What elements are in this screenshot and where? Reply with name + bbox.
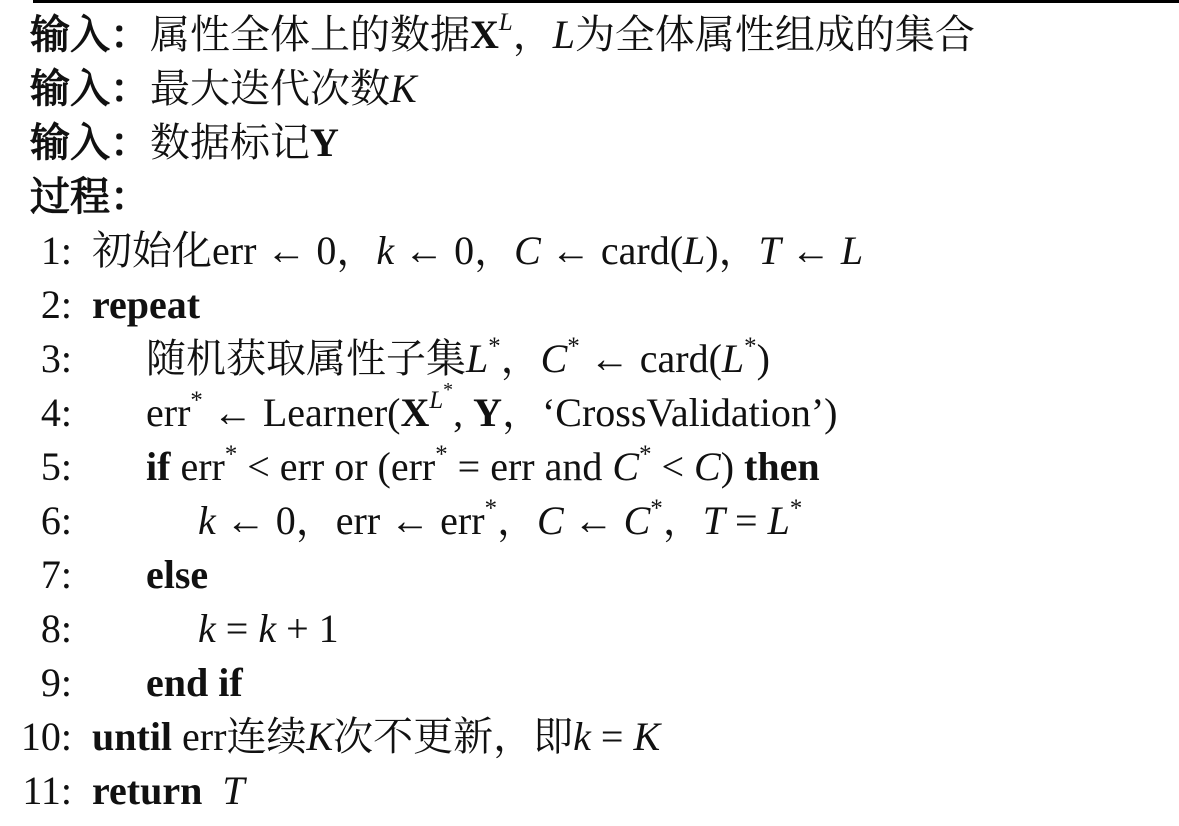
math-K: K — [633, 714, 661, 759]
top-rule — [33, 0, 1179, 3]
step-body — [146, 378, 838, 440]
math-T: T — [222, 768, 245, 813]
text: + 1 — [276, 606, 339, 651]
comma: ， — [512, 12, 553, 57]
step-body — [92, 764, 245, 818]
step-3 — [0, 332, 1179, 386]
math-k: k — [573, 714, 591, 759]
star: * — [190, 386, 203, 414]
line-number: 4: — [40, 390, 72, 435]
text: ← — [563, 498, 624, 543]
keyword-if: if — [146, 444, 171, 489]
text: 随机获取属性子集 — [146, 336, 466, 381]
line-number: 8: — [40, 606, 72, 651]
math-L: L — [683, 228, 706, 273]
text: err连续 — [172, 714, 307, 759]
step-body — [92, 710, 660, 764]
step-1 — [0, 224, 1179, 278]
line-number: 1: — [40, 228, 72, 273]
math-L: L — [840, 228, 864, 273]
keyword-then: then — [744, 444, 820, 489]
math-Y: Y — [310, 120, 339, 165]
step-5 — [0, 440, 1179, 494]
step-body — [92, 224, 863, 278]
math-T: T — [702, 498, 725, 543]
step-11 — [0, 764, 1179, 818]
input-line-iterations — [0, 62, 1179, 116]
text: 次不更新，即 — [333, 714, 574, 759]
text: ← card( — [540, 228, 684, 273]
text: ← card( — [579, 336, 722, 381]
process-heading — [0, 170, 1179, 224]
text: ) — [756, 336, 770, 381]
line-number: 6: — [40, 498, 72, 543]
input-line-data — [0, 8, 1179, 62]
math-C: C — [536, 498, 564, 543]
algorithm-block — [0, 8, 1179, 818]
text: ) — [720, 444, 745, 489]
star: * — [639, 440, 652, 468]
math-C: C — [514, 228, 541, 273]
text: )， — [705, 228, 759, 273]
text: err — [146, 390, 191, 435]
step-9 — [0, 656, 1179, 710]
text: ， — [662, 498, 703, 543]
star: * — [488, 332, 501, 360]
step-2 — [0, 278, 1179, 332]
math-X: X — [470, 12, 499, 57]
step-4 — [0, 378, 1179, 440]
math-L: L — [429, 386, 444, 414]
math-C: C — [623, 498, 651, 543]
math-k: k — [198, 498, 216, 543]
keyword-end-if: end if — [146, 660, 243, 705]
keyword-return: return — [92, 768, 203, 813]
input-label: 输入： — [30, 12, 150, 57]
star: * — [650, 494, 663, 522]
math-X: X — [400, 390, 430, 435]
math-K: K — [306, 714, 334, 759]
math-L: L — [767, 498, 790, 543]
line-number: 11: — [22, 768, 72, 813]
star: * — [435, 440, 448, 468]
math-C: C — [612, 444, 640, 489]
text: < err or (err — [237, 444, 436, 489]
star: * — [567, 332, 580, 360]
input-label: 输入： — [30, 120, 150, 165]
text: ← — [780, 228, 841, 273]
text: ，‘CrossValidation’) — [501, 390, 838, 435]
math-L: L — [552, 12, 575, 57]
text: ← 0， — [394, 228, 515, 273]
text: , — [453, 390, 474, 435]
text: ， — [496, 498, 537, 543]
math-sup-L: L — [498, 8, 513, 36]
step-body — [198, 494, 802, 548]
line-number: 7: — [40, 552, 72, 597]
math-k: k — [198, 606, 216, 651]
step-7 — [0, 548, 1179, 602]
text: = err and — [447, 444, 613, 489]
star: * — [744, 332, 757, 360]
keyword-repeat: repeat — [92, 282, 201, 327]
math-k: k — [258, 606, 277, 651]
star: * — [224, 440, 238, 468]
line-number: 5: — [40, 444, 72, 489]
line-number: 2: — [40, 282, 72, 327]
math-C: C — [694, 444, 721, 489]
star: * — [789, 494, 803, 522]
text: ← Learner( — [202, 390, 401, 435]
star: * — [443, 378, 454, 401]
text: = — [725, 498, 768, 543]
step-body — [146, 332, 770, 386]
text: ← 0，err ← err — [215, 498, 485, 543]
text: < — [651, 444, 695, 489]
math-K: K — [390, 66, 417, 111]
input-desc: 数据标记 — [150, 120, 310, 165]
line-number: 9: — [40, 660, 72, 705]
superscript — [429, 378, 454, 414]
step-body — [198, 602, 339, 656]
step-body — [146, 440, 820, 494]
step-8 — [0, 602, 1179, 656]
math-C: C — [540, 336, 568, 381]
text: err — [170, 444, 225, 489]
process-label: 过程： — [30, 174, 150, 219]
text: = — [590, 714, 634, 759]
math-Y: Y — [473, 390, 502, 435]
line-number: 10: — [20, 714, 72, 759]
math-T: T — [758, 228, 781, 273]
keyword-until: until — [92, 714, 173, 759]
text: = — [215, 606, 259, 651]
keyword-else: else — [146, 552, 209, 597]
line-number: 3: — [40, 336, 72, 381]
input-desc-2: 为全体属性组成的集合 — [574, 12, 975, 57]
text: ， — [500, 336, 541, 381]
math-L: L — [721, 336, 745, 381]
text: 初始化err ← 0， — [92, 228, 377, 273]
math-L: L — [466, 336, 489, 381]
step-10 — [0, 710, 1179, 764]
input-desc: 最大迭代次数 — [150, 66, 390, 111]
star: * — [484, 494, 497, 522]
step-6 — [0, 494, 1179, 548]
input-line-labels — [0, 116, 1179, 170]
input-label: 输入： — [30, 66, 150, 111]
input-desc: 属性全体上的数据 — [150, 12, 470, 57]
math-k: k — [376, 228, 395, 273]
